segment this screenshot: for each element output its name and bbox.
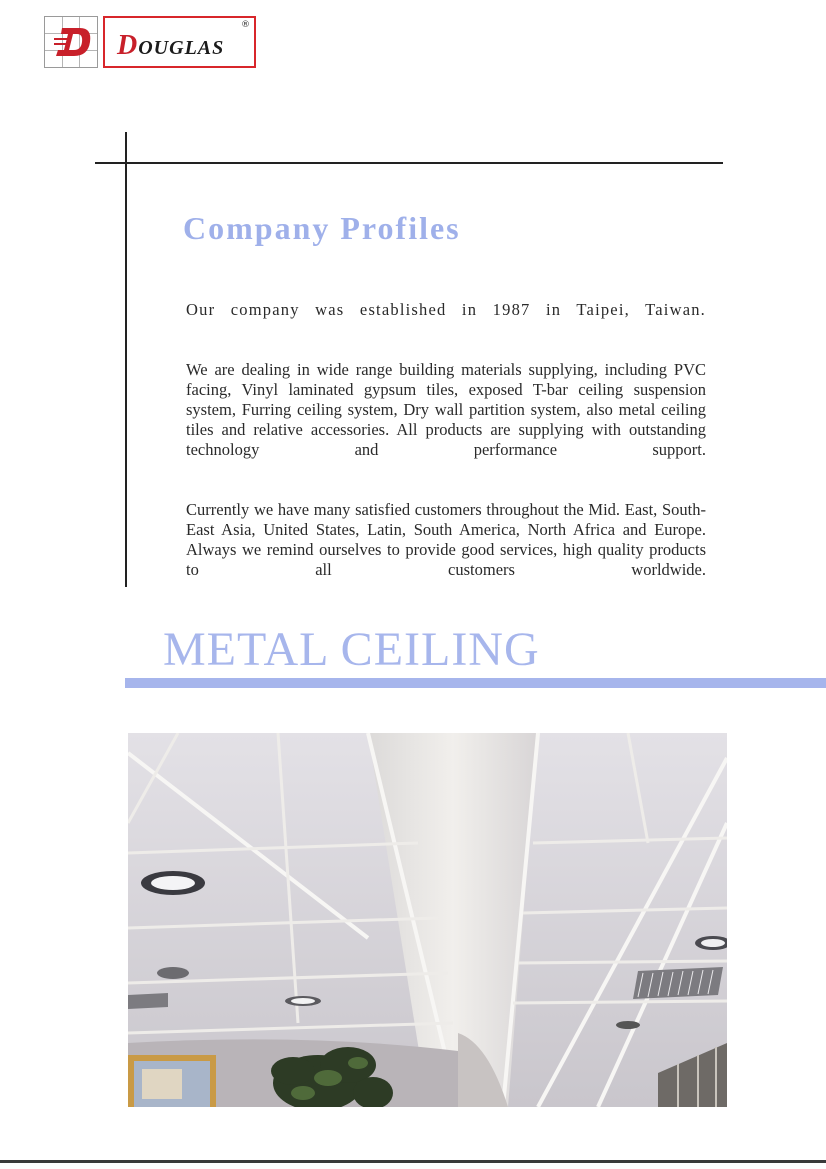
bottom-edge-line	[0, 1160, 826, 1163]
company-profile-title: Company Profiles	[183, 210, 461, 246]
section-accent-bar	[125, 678, 826, 688]
ceiling-photo	[128, 733, 727, 1107]
brand-logo	[103, 16, 256, 68]
profile-paragraph-3: Currently we have many satisfied customers throughout the Mid. East, South-East Asia, United States, Latin, South America, North Africa and Europe. Always we remind ourselves to provide good services, high quality products to all customers worldwide.	[186, 500, 706, 579]
brand-name: DOUGLAS	[117, 30, 225, 61]
registered-mark: ®	[241, 20, 250, 30]
profile-paragraph-2: We are dealing in wide range building materials supplying, including PVC facing, Vinyl laminated gypsum tiles, exposed T-bar ceiling suspension system, Furring ceiling system, Dry wall partition system, also metal ceiling tiles and relative accessories. All products are supplying with outstanding technology and performance support.	[186, 360, 706, 459]
frame-horizontal-line	[95, 162, 723, 164]
douglas-d-logo-icon	[54, 24, 94, 60]
profile-paragraph-1: Our company was established in 1987 in Taipei, Taiwan.	[186, 300, 706, 319]
frame-vertical-line	[125, 132, 127, 587]
ceiling-photo-icon	[128, 733, 727, 1107]
section-title: METAL CEILING	[163, 623, 540, 676]
